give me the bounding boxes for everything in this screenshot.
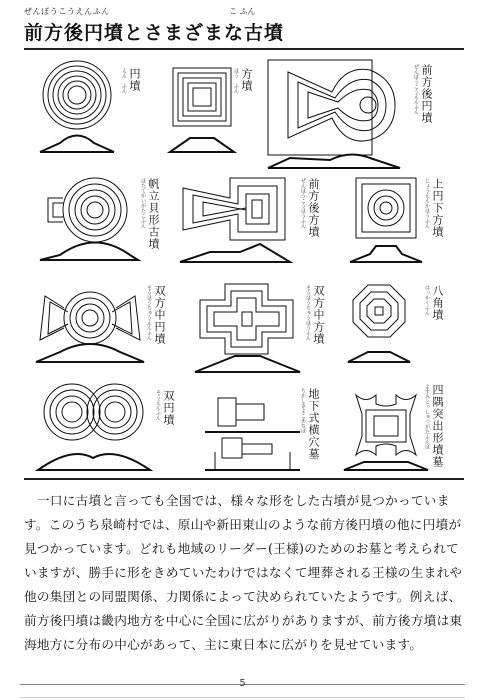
label-zenpokoenfun: 前方後円墳 ぜんぽうこうえんふん bbox=[413, 64, 433, 124]
hofun-diagram bbox=[170, 68, 234, 152]
jouenkaho-diagram bbox=[350, 178, 422, 262]
enpun-diagram bbox=[40, 61, 114, 152]
body-text: 一口に古墳と言っても全国では、様々な形をした古墳が見つかっています。このうち泉崎村では、原山や新田東山のような前方後円墳の他に円墳が見つかっています。どれも地域のリーダー(王様)のためのお墓と考えられていますが、勝手に形をきめていたわけではなくて埋葬される王様の生まれや他の集団との同盟関係、力関係によって決められていたようです。例えば、前方後円墳は畿内地方を中心に全国に広がりがありますが、前方後方墳は東海地方に分布の中心があって、主に東日本に広がりを見せています。 bbox=[24, 493, 463, 652]
sohochuenfun-diagram bbox=[36, 292, 144, 362]
label-sohochuhofun: 双方中方墳 そうほうちゅうほうふん bbox=[305, 285, 325, 345]
label-yosumi: 四隅突出形墳墓 よすみとっしゅつがたふんぼ bbox=[424, 384, 444, 468]
body-paragraph bbox=[24, 489, 469, 657]
label-enpun: 円墳 えん ふん bbox=[121, 68, 141, 93]
hakkakufun-diagram bbox=[348, 285, 410, 362]
hotategai-diagram bbox=[40, 178, 138, 260]
chikashiki-diagram bbox=[205, 398, 300, 470]
page-number: 5 bbox=[239, 678, 246, 689]
label-hofun: 方墳 ほう ふん bbox=[233, 68, 253, 93]
title-ruby-kofun: こ ふん bbox=[229, 7, 256, 16]
label-sohochuenfun: 双方中円墳 そうほうちゅうえんふん bbox=[146, 285, 166, 345]
title-ruby: ぜんぽうこうえんふん bbox=[24, 7, 110, 16]
label-soenfun: 双円墳 そうえんふん bbox=[155, 390, 175, 426]
label-hakkakufun: 八角墳 はっかくふん bbox=[424, 285, 444, 321]
footer-rule-bottom bbox=[20, 697, 465, 698]
zenpokoenfun-diagram bbox=[268, 60, 400, 168]
yosumi-diagram bbox=[344, 395, 428, 470]
page-title: 前方後円墳とさまざまな古墳 bbox=[24, 22, 285, 44]
soenfun-diagram bbox=[38, 384, 150, 470]
label-hotategai: 帆立貝形古墳 ほたてがいがたこふん bbox=[140, 178, 160, 250]
label-jouenkaho: 上円下方墳 じょうえんかほうふん bbox=[424, 178, 444, 238]
zenpokohofun-diagram bbox=[180, 178, 290, 262]
label-zenpokohofun: 前方後方墳 ぜんぽうこうほうふん bbox=[300, 178, 320, 238]
sohochuhofun-diagram bbox=[195, 284, 300, 372]
label-chikashiki: 地下式横穴墓 ちかしきよこあなぼ bbox=[300, 388, 320, 460]
